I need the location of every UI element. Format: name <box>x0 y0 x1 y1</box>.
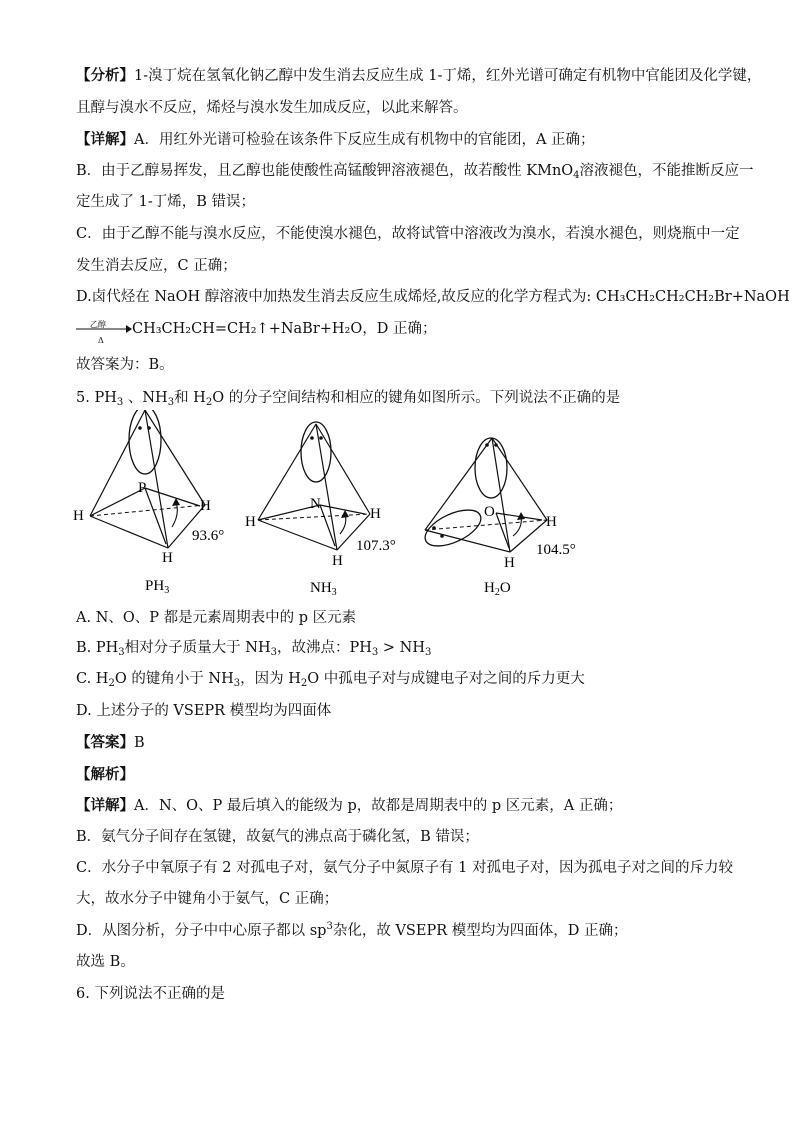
q5-stem <box>76 388 620 408</box>
molecule-figure <box>60 410 620 600</box>
detail-c-line-1: C．由于乙醇不能与溴水反应，不能使溴水褪色，故将试管中溶液改为溴水，若溴水褪色，则烧瓶中一定 <box>76 226 740 242</box>
ph3-h-left: H <box>73 508 84 524</box>
q5-detail-tag: 【详解】 <box>76 797 134 814</box>
kmno4-subscript: 4 <box>573 170 580 181</box>
q5-exp-c-2: 大，故水分子中键角小于氨气，C 正确； <box>76 891 339 907</box>
ph3-h-right: H <box>200 498 211 514</box>
q5-exp-a-text: A．N、O、P 最后填入的能级为 p，故都是周期表中的 p 区元素，A 正确； <box>134 798 623 814</box>
q5-exp-b: B．氨气分子间存在氢键，故氨气的沸点高于磷化氢，B 错误； <box>76 829 479 845</box>
exp-d-2: 杂化，故 VSEPR 模型均为四面体，D 正确； <box>332 923 628 939</box>
detail-d-text: D.卤代烃在 NaOH 醇溶液中加热发生消去反应生成烯烃,故反应的化学方程式为: <box>76 289 596 305</box>
nh3-center-label: N <box>310 496 321 512</box>
h2o-center-label: O <box>484 504 495 520</box>
option-b-1: B. PH <box>76 640 119 656</box>
option-c-sub-3: 2 <box>300 678 308 689</box>
arrow-condition-bottom: Δ <box>98 336 104 345</box>
q5-sub-1: 3 <box>116 397 124 408</box>
exp-d-1: D．从图分析，分子中中心原子都以 sp <box>76 923 327 939</box>
option-b-sub-1: 3 <box>118 647 125 658</box>
product-formula: CH₃CH₂CH=CH₂↑+NaBr+H₂O <box>132 321 363 337</box>
q5-option-b <box>76 638 431 658</box>
answer-value: B <box>134 735 145 751</box>
q5-jiexi-tag: 【解析】 <box>76 766 134 783</box>
nh3-name: $NH_3$ <box>310 580 337 598</box>
detail-tag: 【详解】 <box>76 131 134 148</box>
reactant-formula: CH₃CH₂CH₂CH₂Br+NaOH <box>595 289 790 305</box>
q5-stem-part1: 5. PH <box>76 390 117 406</box>
detail-b-text-pre: B．由于乙醇易挥发，且乙醇也能使酸性高锰酸钾溶液褪色，故若酸性 KMnO <box>76 163 574 179</box>
ph3-angle: 93.6° <box>192 528 225 544</box>
nh3-h-bottom: H <box>332 553 343 569</box>
nh3-angle: 107.3° <box>356 538 396 554</box>
detail-d-text-post: ，D 正确； <box>362 321 437 337</box>
arrow-icon <box>76 325 132 333</box>
detail-c-line-2: 发生消去反应，C 正确； <box>76 258 237 274</box>
detail-b-text-post: 溶液褪色，不能推断反应一 <box>579 163 754 179</box>
analysis-line-1 <box>76 66 761 86</box>
q5-stem-part3: 和 H <box>174 390 206 406</box>
detail-a-text: A．用红外光谱可检验在该条件下反应生成有机物中的官能团，A 正确； <box>134 132 595 148</box>
q5-option-a: A. N、O、P 都是元素周期表中的 p 区元素 <box>76 610 357 626</box>
option-c-2: O 的键角小于 NH <box>114 671 234 687</box>
nh3-h-left: H <box>245 514 256 530</box>
h2o-h-right: H <box>546 514 557 530</box>
q5-answer-line <box>76 733 145 753</box>
option-b-3: ，故沸点：PH <box>276 640 372 656</box>
ph3-center-label: P <box>138 480 147 496</box>
q5-option-c <box>76 669 585 689</box>
ph3-name: $PH_3$ <box>145 578 170 596</box>
nh3-h-right: H <box>370 506 381 522</box>
option-b-4: > NH <box>378 640 425 656</box>
option-b-sub-2: 3 <box>270 647 277 658</box>
detail-a-line <box>76 130 595 150</box>
q5-exp-d <box>76 921 627 941</box>
option-b-sub-3: 3 <box>371 647 379 658</box>
option-c-1: C. H <box>76 671 109 687</box>
reaction-arrow <box>76 319 132 345</box>
analysis-line-2: 且醇与溴水不反应，烯烃与溴水发生加成反应，以此来解答。 <box>76 100 468 116</box>
option-c-sub-1: 2 <box>108 678 115 689</box>
q5-exp-c-1: C．水分子中氧原子有 2 对孤电子对，氨气分子中氮原子有 1 对孤电子对，因为孤电子对之间的斥力较 <box>76 860 733 876</box>
h2o-name: $H_2O$ <box>484 580 511 598</box>
q5-exp-a <box>76 796 622 816</box>
option-b-sub-4: 3 <box>424 647 432 658</box>
ph3-lone-pair <box>129 410 161 474</box>
detail-b-line-2: 定生成了 1-丁烯，B 错误； <box>76 194 255 210</box>
q5-sub-3: 2 <box>205 397 213 408</box>
h2o-angle: 104.5° <box>536 542 576 558</box>
option-c-3: ，因为 H <box>240 671 301 687</box>
option-b-2: 相对分子质量大于 NH <box>124 640 271 656</box>
nh3-structure <box>245 422 396 598</box>
q6-stem: 6. 下列说法不正确的是 <box>76 986 225 1002</box>
detail-b-line-1 <box>76 161 754 181</box>
option-c-sub-2: 3 <box>233 678 241 689</box>
option-c-4: O 中孤电子对与成键电子对之间的斥力更大 <box>307 671 585 687</box>
q5-option-d: D. 上述分子的 VSEPR 模型均为四面体 <box>76 703 332 719</box>
h2o-lone-pair-top <box>475 438 507 498</box>
q5-stem-part4: O 的分子空间结构和相应的键角如图所示。下列说法不正确的是 <box>212 390 621 406</box>
sp3-superscript: 3 <box>326 921 333 932</box>
ph3-h-bottom: H <box>162 550 173 566</box>
q5-stem-part2: 、NH <box>123 390 168 406</box>
q5-conclusion: 故选 B。 <box>76 954 135 970</box>
h2o-h-bottom: H <box>504 555 515 571</box>
nh3-lone-pair <box>301 422 331 482</box>
analysis-text-1: 1-溴丁烷在氢氧化钠乙醇中发生消去反应生成 1-丁烯，红外光谱可确定有机物中官能团及化学键， <box>134 68 762 84</box>
section4-answer: 故答案为：B。 <box>76 357 174 373</box>
answer-tag: 【答案】 <box>76 734 134 751</box>
h2o-structure <box>420 438 576 598</box>
detail-d-line-2 <box>76 319 437 345</box>
q5-sub-2: 3 <box>167 397 175 408</box>
detail-d-line-1 <box>76 287 790 307</box>
arrow-condition-top: 乙醇 <box>90 320 106 329</box>
analysis-tag: 【分析】 <box>76 67 134 84</box>
ph3-structure <box>73 410 224 596</box>
